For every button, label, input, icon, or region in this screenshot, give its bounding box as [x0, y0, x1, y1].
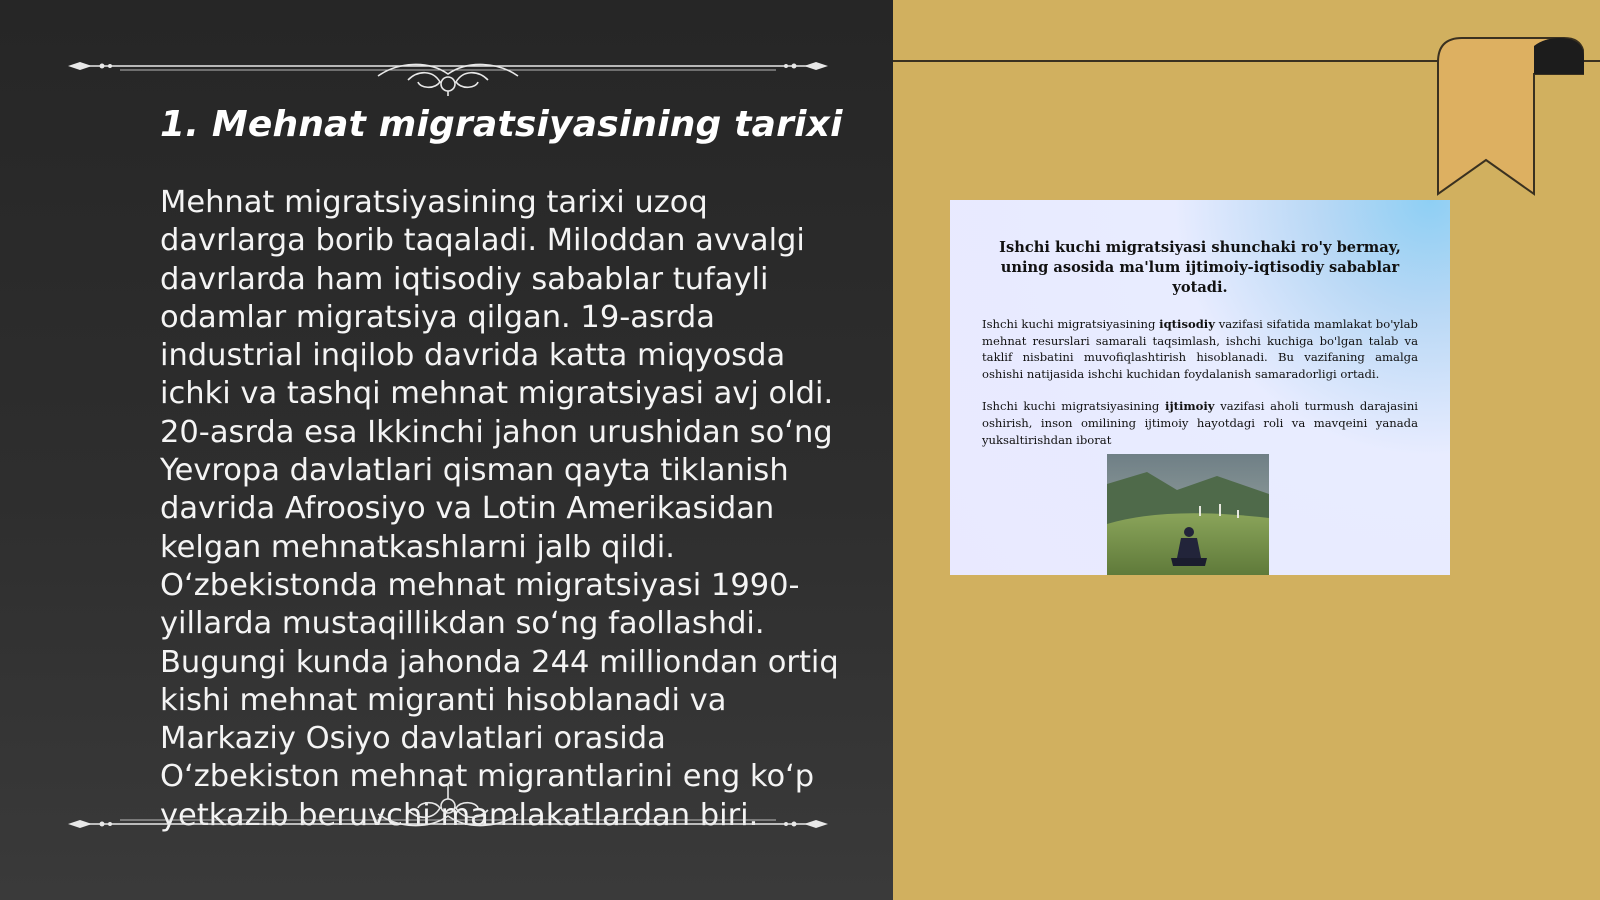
para1-keyword: iqtisodiy — [1159, 317, 1215, 331]
ribbon-bookmark-icon — [1434, 34, 1584, 204]
meditation-photo — [1107, 454, 1269, 575]
bottom-ornament-divider — [68, 776, 828, 836]
top-ornament-divider — [68, 36, 828, 96]
para2-lead: Ishchi kuchi migratsiyasining — [982, 399, 1166, 414]
card-paragraph-economic — [982, 316, 1418, 382]
card-heading: Ishchi kuchi migratsiyasi shunchaki ro'y bermay, uning asosida ma'lum ijtimoiy-iqtisodiy sabablar yotadi. — [999, 239, 1401, 296]
para1-rest: vazifasi sifatida mamlakat bo'ylab mehnat resurslari samarali taqsimlash, ishchi kuchiga bo'lgan talab va taklif nisbatini muvofiqlashtirish hisoblanadi. Bu vazifaning amalga oshishi natijasida ishchi kuchidan foydalanish samaradorligi ortadi. — [982, 317, 1418, 381]
slide-body-text: Mehnat migratsiyasining tarixi uzoq davrlarga borib taqaladi. Miloddan avvalgi davrlarda ham iqtisodiy sabablar tufayli odamlar migratsiya qilgan. 19-asrda industrial inqilob davrida katta miqyosda ichki va tashqi mehnat migratsiyasi avj oldi. 20-asrda esa Ikkinchi jahon urushidan so‘ng Yevropa davlatlari qisman qayta tiklanish davrida Afroosiyo va Lotin Amerikasidan kelgan mehnatkashlarni jalb qildi. O‘zbekistonda mehnat migratsiyasi 1990-yillarda mustaqillikdan so‘ng faollashdi. Bugungi kunda jahonda 244 milliondan ortiq kishi mehnat migranti hisoblanadi va Markaziy Osiyo davlatlari orasida O‘zbekiston mehnat migrantlarini eng ko‘p yetkazib beruvchi mamlakatlardan biri. — [160, 185, 839, 833]
para2-rest: vazifasi aholi turmush darajasini oshirish, inson omilining ijtimoiy hayotdagi roli va mavqeini yanada yuksaltirishdan iborat — [982, 399, 1418, 447]
para1-lead: Ishchi kuchi migratsiyasining — [982, 317, 1160, 331]
card-paragraph-social — [982, 398, 1418, 448]
info-card — [950, 200, 1450, 575]
slide-title: 1. Mehnat migratsiyasining tarixi — [160, 104, 843, 145]
para2-keyword: ijtimoiy — [1165, 399, 1215, 414]
